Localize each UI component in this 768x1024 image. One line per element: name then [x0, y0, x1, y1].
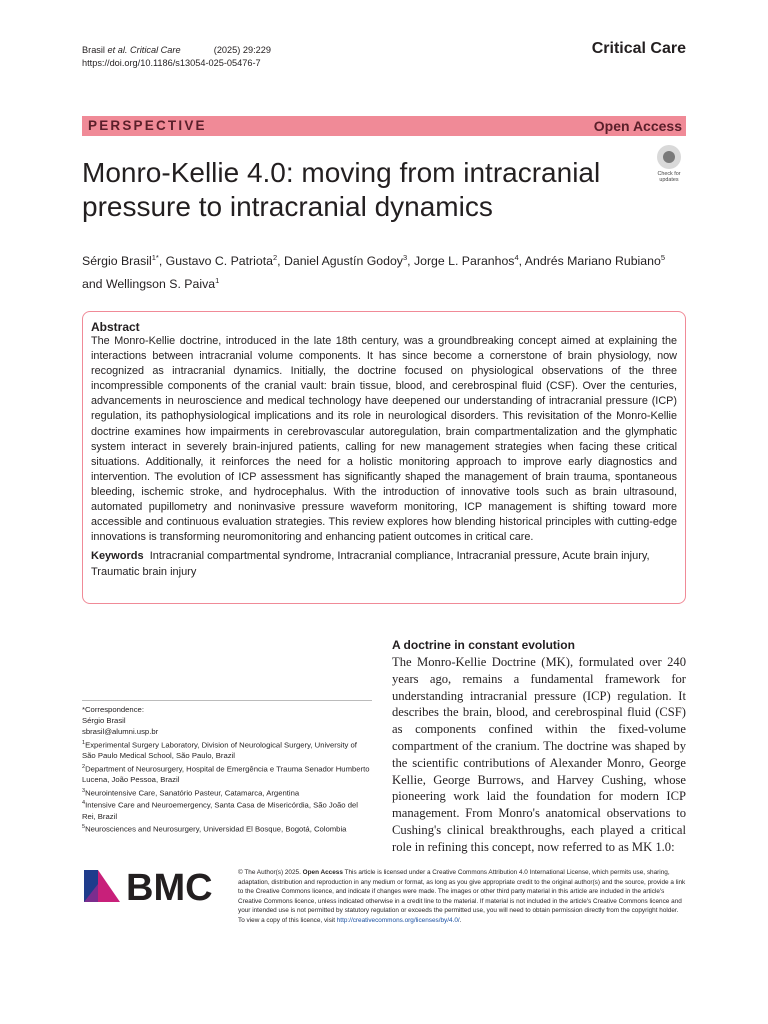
- badge-line-2: updates: [659, 177, 679, 183]
- author-name: Gustavo C. Patriota: [165, 254, 273, 269]
- author-affiliation: 2: [272, 253, 278, 262]
- keywords: [91, 549, 677, 580]
- citation-author: Brasil: [82, 45, 105, 55]
- article-type-label: PERSPECTIVE: [88, 118, 207, 133]
- affiliation-item: $^4$Intensive Care and Neuroemergency, Santa Casa de Misericórdia, São João del Rei, Brazil: [82, 800, 358, 822]
- article-title: Monro-Kellie 4.0: moving from intracranial pressure to intracranial dynamics: [82, 157, 601, 222]
- author-affiliation: 1*: [151, 253, 159, 262]
- abstract-text: The Monro-Kellie doctrine, introduced in the late 18th century, was a groundbreaking concept aimed at explaining the interactions between intracranial volume components. It has since become a cornerstone of brain physiology, now recognized as intracranial dynamics. Initially, the doctrine focused on physiological observations of the three incompressible components of the cranial vault: brain tissue, blood, and cerebrospinal fluid (CSF). Over the centuries, advancements in neuroscience and medical technology have deepened our understanding of intracranial pressure (ICP) regulation, its pathophysiological implications and its role in neurological disorders. This revisitation of the Monro-Kellie doctrine examines how impairments in cerebrovascular autoregulation, brain compartmentalization and the glymphatic system interact in severely brain-injured patients, calling for new management strategies when facing these critical situations. Additionally, it reinforces the need for a holistic monitoring approach to improve early diagnostics and intervention. The evolution of ICP assessment has significantly shaped the management of brain trauma, spontaneous bleeding, ischemic stroke, and hydrocephalus. With the introduction of innovative tools such as brain ultrasound, automated pupillometry and noninvasive pressure waveform monitoring, ICP management is shifting toward more accessible and continuous evaluation strategies. This review explores how blending historical principles with cutting-edge innovations is transforming neuromonitoring and enhancing patient outcomes in critical care.: [91, 335, 677, 544]
- affiliation-item: $^5$Neurosciences and Neurosurgery, Universidad El Bosque, Bogotá, Colombia: [82, 824, 347, 834]
- keywords-label: Keywords: [91, 550, 144, 563]
- open-access-label: Open Access: [593, 118, 682, 134]
- author-affiliation: 1: [215, 276, 220, 286]
- abstract-heading: Abstract: [91, 320, 140, 334]
- abstract-box: [82, 311, 686, 604]
- citation-journal: Critical Care: [130, 45, 181, 55]
- license-open-access: Open Access: [302, 869, 343, 876]
- copyright: © The Author(s) 2025.: [238, 869, 301, 876]
- author-name: Wellingson S. Paiva: [105, 277, 216, 292]
- check-for-updates-icon: [657, 145, 681, 169]
- check-for-updates-badge[interactable]: [650, 145, 688, 187]
- bmc-logo-mark-icon: [84, 866, 224, 906]
- doi-link[interactable]: https://doi.org/10.1186/s13054-025-05476-7: [82, 58, 261, 68]
- author-affiliation: 4: [514, 253, 519, 262]
- author-affiliation: 5: [660, 253, 665, 262]
- license-link[interactable]: http://creativecommons.org/licenses/by/4.0/: [336, 916, 460, 924]
- affiliation-item: $^1$Experimental Surgery Laboratory, Division of Neurological Surgery, University of São Paulo Medical School, São Paulo, Brazil: [82, 739, 357, 761]
- correspondence-email[interactable]: sbrasil@alumni.usp.br: [82, 727, 159, 737]
- affiliation-item: $^3$Neurointensive Care, Sanatório Pasteur, Catamarca, Argentina: [82, 787, 300, 798]
- license-text-block: © The Author(s) 2025. Open Access This article is licensed under a Creative Commons Attribution 4.0 International License, which permits use, sharing, adaptation, distribution and reproduction in any medium or format, as long as you give appropriate credit to the original author(s) and the source, provide a link to the Creative Commons licence, and indicate if changes were made. The images or other third party material in this article are included in the article's Creative Commons licence, unless indicated otherwise in a credit line to the material. If material is not included in the article's Creative Commons licence and your intended use is not permitted by statutory regulation or exceeds the permitted use, you will need to obtain permission directly from the copyright holder. To view a copy of this licence, visit http://creativecommons.org/licenses/by/4.0/.: [238, 869, 686, 924]
- affiliation-item: $^2$Department of Neurosurgery, Hospital de Emergência e Trauma Senador Humberto Lucena, João Pessoa, Brazil: [82, 763, 370, 785]
- section-heading: A doctrine in constant evolution: [392, 638, 575, 652]
- section-body: The Monro-Kellie Doctrine (MK), formulated over 240 years ago, remains a fundamental framework for understanding intracranial pressure (ICP) regulation. It describes the brain, blood, and cerebrospinal fluid (CSF) as components confined within the fixed-volume compartment of the cranium. The doctrine was shaped by the scientific contributions of Alexander Monro, George Kellie, George Burrows, and Harvey Cushing, whose pioneering work laid the foundation for modern ICP management. From Monro's anatomical observations to Cushing's clinical breakthroughs, each played a critical role in refining this concept, now referred to as MK 1.0:: [392, 655, 686, 854]
- bmc-logo: [84, 866, 224, 906]
- author-name: Sérgio Brasil: [82, 254, 152, 269]
- citation-etal: et al.: [107, 45, 128, 55]
- journal-name: Critical Care: [591, 40, 686, 57]
- correspondence-label: *Correspondence:: [82, 705, 144, 714]
- author-name: Jorge L. Paranhos: [413, 254, 515, 269]
- license-body: This article is licensed under a Creative Commons Attribution 4.0 International License, which permits use, sharing, adaptation, distribution and reproduction in any medium or format, as long as you give appropriate credit to the original author(s) and the source, provide a link to the Creative Commons licence, and indicate if changes were made. The images or other third party material in this article are included in the article's Creative Commons licence, unless indicated otherwise in a credit line to the material. If material is not included in the article's Creative Commons licence and your intended use is not permitted by statutory regulation or exceeds the permitted use, you will need to obtain permission directly from the copyright holder. To view a copy of this licence, visit: [238, 869, 686, 924]
- author-name: Andrés Mariano Rubiano: [524, 254, 661, 269]
- author-list: Sérgio Brasil$^{1*}$, Gustavo C. Patriota$^2$, Daniel Agustín Godoy$^3$, Jorge L. Paranhos$^4$, Andrés Mariano Rubiano$^5$ and Wellingson S. Paiva$^1$: [82, 253, 665, 292]
- citation-year-volume: (2025) 29:229: [213, 45, 271, 55]
- badge-line-1: Check for: [657, 171, 681, 177]
- citation-block: [82, 44, 271, 70]
- article-type-banner: [82, 116, 686, 136]
- author-name: Daniel Agustín Godoy: [283, 254, 403, 269]
- correspondence-block: [82, 700, 372, 835]
- correspondence-name: Sérgio Brasil: [82, 716, 126, 726]
- author-affiliation: 3: [402, 253, 408, 262]
- keywords-text: Intracranial compartmental syndrome, Intracranial compliance, Intracranial pressure, Acute brain injury, Traumatic brain injury: [91, 550, 650, 578]
- bmc-logo-text: BMC: [126, 867, 213, 906]
